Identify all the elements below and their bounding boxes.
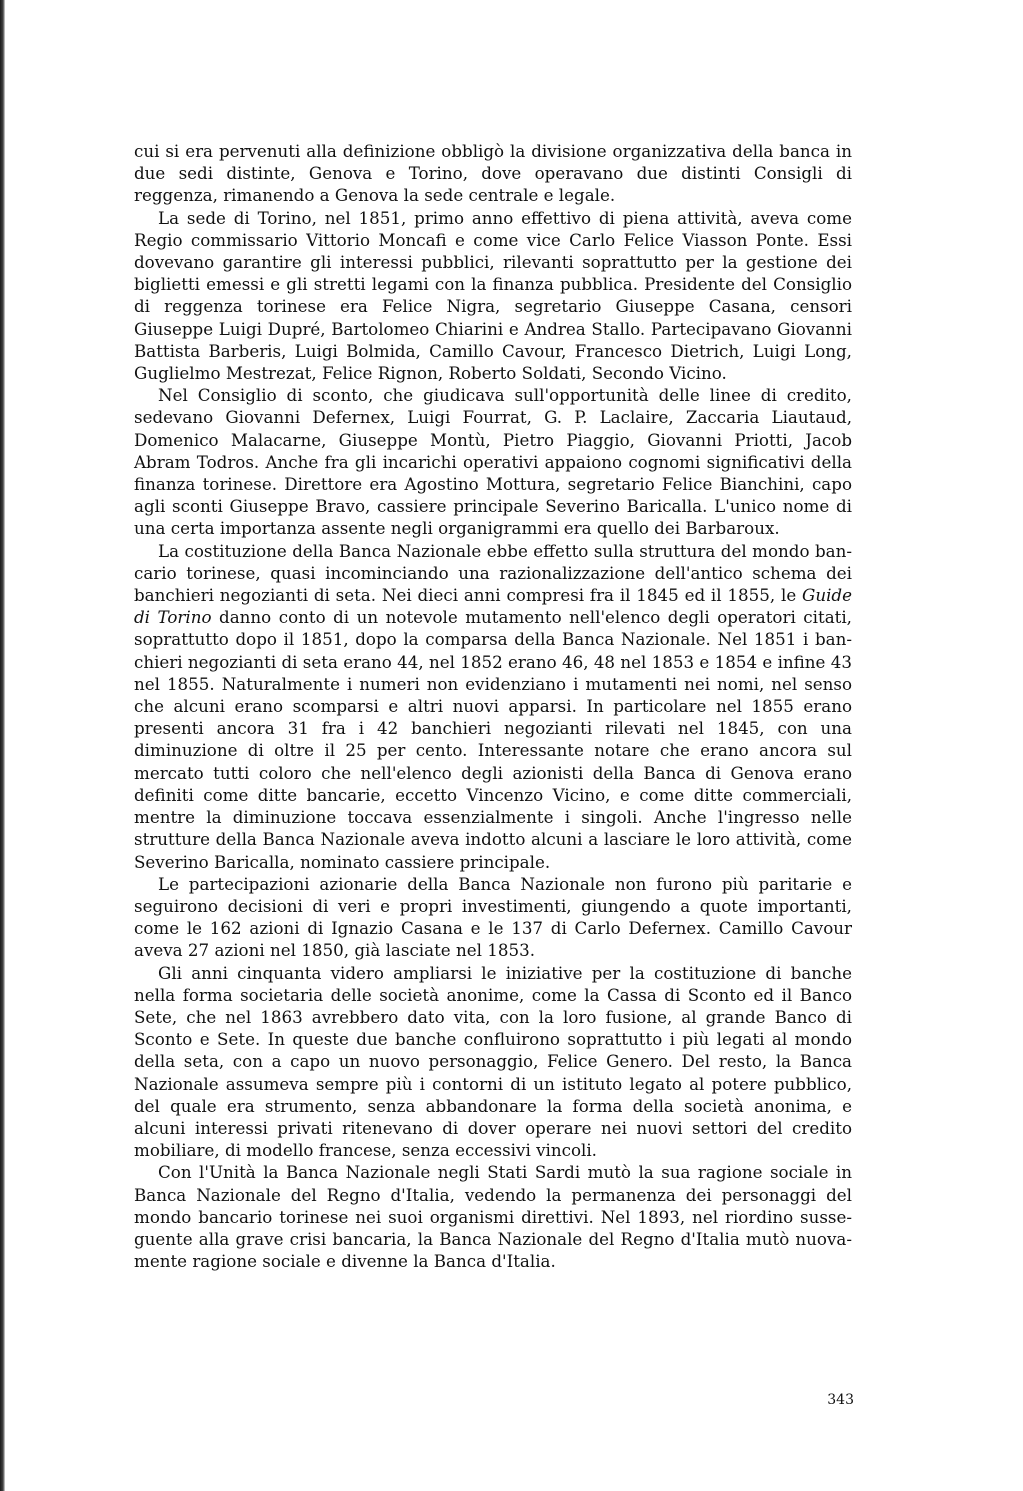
body-text: [134, 140, 852, 1272]
paragraph-4-text-after: danno conto di un notevole mutamento nell'elenco degli operatori citati, soprattutto dopo il 1851, dopo la comparsa della Banca Nazionale. Nel 1851 i banchieri negozianti di seta erano 44, nel 1852 erano 46, 48 nel 1853 e 1854 e infine 43 nel 1855. Naturalmente i numeri non evidenziano i mutamenti nei nomi, nel senso che alcuni erano scomparsi e altri nuovi apparsi. In particolare nel 1855 erano presenti ancora 31 fra i 42 banchieri negozianti rilevati nel 1845, con una diminuzione di oltre il 25 per cento. Interessante notare che erano ancora sul mercato tutti coloro che nell'elenco degli azionisti della Banca di Genova erano definiti come ditte bancarie, eccetto Vincenzo Vicino, e come ditte commerciali, mentre la diminuzione toccava essenzialmente i singoli. Anche l'ingresso nelle strutture della Banca Nazionale aveva indotto alcuni a lasciare le loro attività, come Severino Baricalla, nominato cassiere principale.: [134, 607, 852, 872]
paragraph-4: [134, 540, 852, 873]
paragraph-3: Nel Consiglio di sconto, che giudicava sull'opportunità delle linee di credito, sedevano Giovanni Defernex, Luigi Fourrat, G. P. Laclaire, Zaccaria Liautaud, Domenico Malacarne, Giuseppe Montù, Pietro Piaggio, Giovanni Priotti, Jacob Abram Todros. Anche fra gli incarichi operativi appaiono cognomi significativi della finanza torinese. Direttore era Agostino Mottura, segretario Felice Bianchini, capo agli sconti Giuseppe Bravo, cassiere principale Severino Baricalla. L'unico nome di una certa importanza assente negli organigrammi era quello dei Barbaroux.: [134, 385, 852, 539]
paragraph-1: cui si era pervenuti alla definizione obbligò la divisione organizzativa della banca in due sedi distinte, Genova e Torino, dove operavano due distinti Consigli di reggenza, rimanendo a Genova la sede centrale e legale.: [134, 141, 852, 206]
paragraph-7: Con l'Unità la Banca Nazionale negli Stati Sardi mutò la sua ragione sociale in Banca Nazionale del Regno d'Italia, vedendo la permanenza dei personaggi del mondo bancario torinese nei suoi organismi direttivi. Nel 1893, nel riordino susseguente alla grave crisi bancaria, la Banca Nazionale del Regno d'Italia mutò nuovamente ragione sociale e divenne la Banca d'Italia.: [134, 1162, 852, 1272]
page-number: 343: [827, 1392, 854, 1408]
book-title-guide-di-torino: Guide di Torino: [134, 585, 852, 628]
paragraph-4-text-before: La costituzione della Banca Nazionale ebbe effetto sulla struttura del mondo bancario torinese, quasi incominciando una razionalizzazione dell'antico schema dei banchieri negozianti di seta. Nei dieci anni compresi fra il 1845 ed il 1855, le: [134, 540, 852, 606]
paragraph-6: Gli anni cinquanta videro ampliarsi le iniziative per la costituzione di banche nella forma societaria delle società anonime, come la Cassa di Sconto ed il Banco Sete, che nel 1863 avrebbero dato vita, con la loro fusione, al grande Banco di Sconto e Sete. In queste due banche confluirono soprattutto i più legati al mondo della seta, con a capo un nuovo personaggio, Felice Genero. Del resto, la Banca Nazionale assumeva sempre più i contorni di un istituto legato al potere pubblico, del quale era strumento, senza abbandonare la forma della società anonima, e alcuni interessi privati ritenevano di dover operare nei nuovi settori del credito mobiliare, di modello francese, senza eccessivi vincoli.: [134, 962, 852, 1161]
binding-edge: [0, 0, 5, 1491]
paragraph-2: La sede di Torino, nel 1851, primo anno effettivo di piena attività, aveva come Regio commissario Vittorio Moncafi e come vice Carlo Felice Viasson Ponte. Essi dovevano garantire gli interessi pubblici, rilevanti soprattutto per la gestione dei biglietti emessi e gli stretti legami con la finanza pubblica. Presidente del Consiglio di reggenza torinese era Felice Nigra, segretario Giuseppe Casana, censori Giuseppe Luigi Dupré, Bartolomeo Chiarini e Andrea Stallo. Partecipavano Giovanni Battista Barberis, Luigi Bolmida, Camillo Cavour, Francesco Dietrich, Luigi Long, Guglielmo Mestrezat, Felice Rignon, Roberto Soldati, Secondo Vicino.: [134, 207, 852, 384]
paragraph-5: Le partecipazioni azionarie della Banca Nazionale non furono più paritarie e seguirono decisioni di veri e propri investimenti, giungendo a quote importanti, come le 162 azioni di Ignazio Casana e le 137 di Carlo Defernex. Camillo Cavour aveva 27 azioni nel 1850, già lasciate nel 1853.: [134, 873, 852, 961]
